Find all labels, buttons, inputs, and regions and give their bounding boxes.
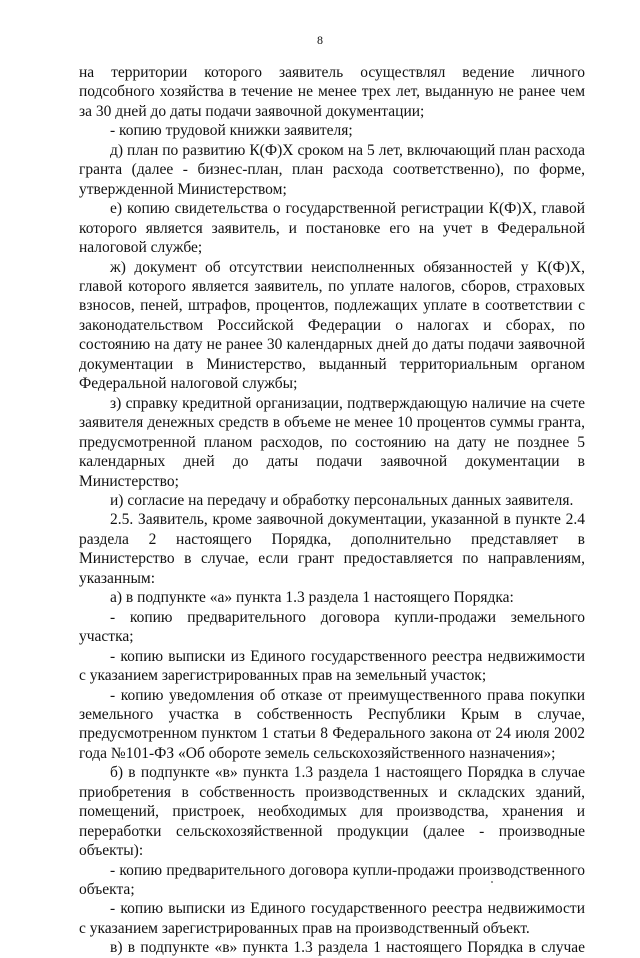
paragraph-section-2-5: 2.5. Заявитель, кроме заявочной документации, указанной в пункте 2.4 раздела 2 настоящего Порядка, дополнительно представляет в Министерство в случае, если грант предоставляется по направлениям, указанным:: [79, 511, 585, 587]
document-body: [79, 63, 585, 958]
paragraph-preemption-refusal: - копию уведомления об отказе от преимущественного права покупки земельного участка в собственность Республики Крым в случае, предусмотренном пунктом 1 статьи 8 Федерального закона от 24 июля 2002 года №101-ФЗ «Об обороте земель сельскохозяйственного назначения»;: [79, 686, 585, 762]
paragraph-land-registry: - копию выписки из Единого государственного реестра недвижимости с указанием зарегистрированных прав на земельный участок;: [79, 647, 585, 685]
page-number: 8: [317, 33, 323, 47]
paragraph-employment-record: - копию трудовой книжки заявителя;: [110, 122, 353, 140]
paragraph-item-v: в) в подпункте «в» пункта 1.3 раздела 1 настоящего Порядка в случае: [110, 939, 585, 957]
paragraph-continuation: на территории которого заявитель осуществлял ведение личного подсобного хозяйства в течение не менее трех лет, выданную не ранее чем за 30 дней до даты подачи заявочной документации;: [79, 64, 585, 120]
paragraph-item-d: д) план по развитию К(Ф)Х сроком на 5 лет, включающий план расхода гранта (далее - бизнес-план, план расхода соответственно), по форме, утвержденной Министерством;: [79, 141, 585, 198]
paragraph-item-z: з) справку кредитной организации, подтверждающую наличие на счете заявителя денежных средств в объеме не менее 10 процентов суммы гранта, предусмотренной планом расходов, по состоянию на дату не позднее 5 календарных дней до даты подачи заявочной документации в Министерство;: [79, 394, 585, 490]
paragraph-land-contract: - копию предварительного договора купли-продажи земельного участка;: [79, 608, 585, 646]
paragraph-facility-contract: - копию предварительного договора купли-продажи производственного объекта;: [79, 861, 585, 899]
paragraph-item-zh: ж) документ об отсутствии неисполненных обязанностей у К(Ф)Х, главой которого является заявитель, по уплате налогов, сборов, страховых взносов, пеней, штрафов, процентов, подлежащих уплате в соответствии с законодательством Российской Федерации о налогах и сборах, по состоянию на дату не ранее 30 календарных дней до даты подачи заявочной документации в Министерство, выданный территориальным органом Федеральной налоговой службы;: [79, 258, 585, 393]
paragraph-item-i: и) согласие на передачу и обработку персональных данных заявителя.: [110, 491, 574, 509]
paragraph-facility-registry: - копию выписки из Единого государственного реестра недвижимости с указанием зарегистрированных прав на производственный объект.: [79, 900, 585, 937]
paragraph-item-b: б) в подпункте «в» пункта 1.3 раздела 1 настоящего Порядка в случае приобретения в собственность производственных и складских зданий, помещений, пристроек, необходимых для производства, хранения и переработки сельскохозяйственной продукции (далее - производные объекты):: [79, 764, 585, 860]
paragraph-item-a: а) в подпункте «а» пункта 1.3 раздела 1 настоящего Порядка:: [110, 589, 514, 607]
scan-speck: [491, 881, 493, 883]
paragraph-item-e: е) копию свидетельства о государственной регистрации К(Ф)Х, главой которого является заявитель, и постановке его на учет в Федеральной налоговой службе;: [79, 200, 585, 257]
